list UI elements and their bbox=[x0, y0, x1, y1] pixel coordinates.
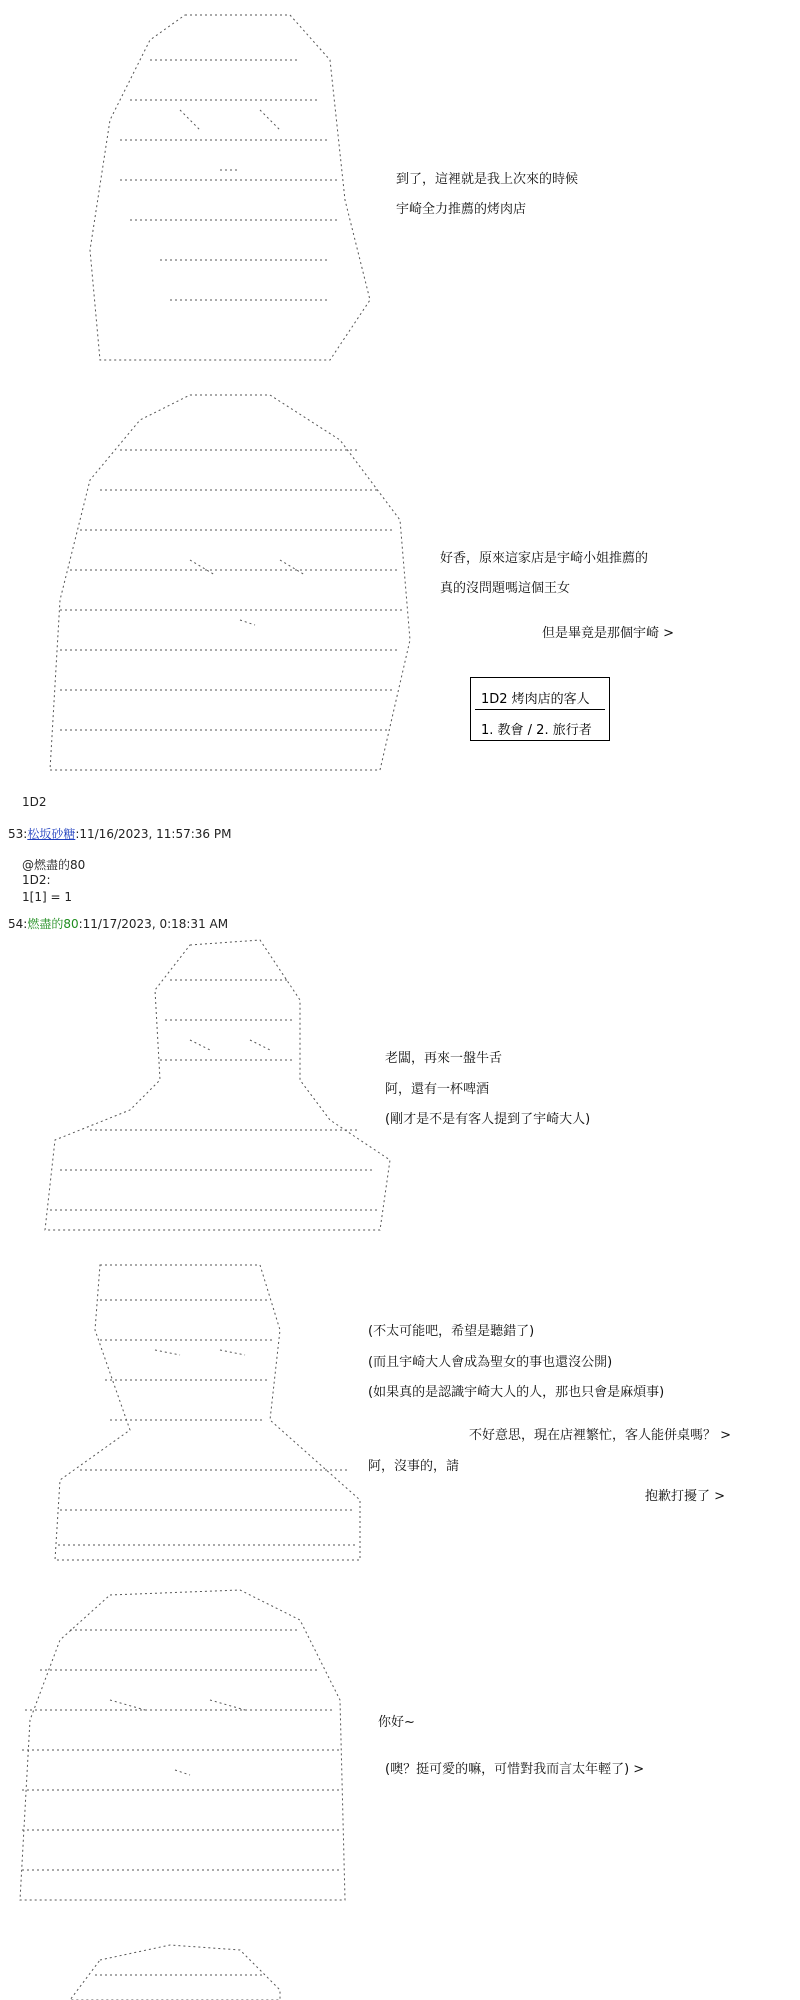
choice-title: 1D2 烤肉店的客人 bbox=[481, 692, 590, 707]
ascii-art-character bbox=[50, 395, 410, 770]
post-body-line: 1[1] = 1 bbox=[22, 890, 72, 904]
ascii-art-character bbox=[70, 1945, 280, 2000]
author-number: 80 bbox=[63, 917, 79, 931]
post-timestamp: :11/17/2023, 0:18:31 AM bbox=[78, 917, 229, 931]
post-header bbox=[8, 825, 231, 842]
dialog-line: 但是畢竟是那個宇崎 > bbox=[542, 626, 675, 641]
dialog-line: (不太可能吧，希望是聽錯了) bbox=[368, 1324, 535, 1339]
choice-divider bbox=[475, 709, 605, 710]
roll-label: 1D2 bbox=[22, 795, 47, 809]
dialog-line: 到了，這裡就是我上次來的時候 bbox=[396, 172, 579, 187]
dialog-line: 你好~ bbox=[378, 1715, 415, 1730]
dialog-line: 阿，還有一杯啤酒 bbox=[385, 1082, 490, 1097]
author-link[interactable]: 松坂砂糖 bbox=[27, 827, 76, 841]
ascii-art-character bbox=[45, 940, 390, 1230]
dialog-line: 宇崎全力推薦的烤肉店 bbox=[396, 202, 527, 217]
dialog-line: (而且宇崎大人會成為聖女的事也還沒公開) bbox=[368, 1355, 613, 1370]
post-header bbox=[8, 915, 228, 932]
dialog-line: (噢？挺可愛的嘛，可惜對我而言太年輕了) > bbox=[385, 1762, 645, 1777]
dialog-line: 老闆，再來一盤牛舌 bbox=[385, 1051, 503, 1066]
dialog-line: 不好意思，現在店裡繁忙，客人能併桌嗎？ > bbox=[469, 1428, 732, 1443]
post-body-line: @燃盡的80 bbox=[22, 858, 86, 872]
post-number: 54: bbox=[8, 917, 28, 931]
ascii-art-character bbox=[55, 1265, 360, 1560]
dialog-line: (剛才是不是有客人提到了宇崎大人) bbox=[385, 1112, 591, 1127]
author-name: 燃盡的 bbox=[27, 917, 64, 931]
post-body-line: 1D2: bbox=[22, 873, 51, 887]
dialog-line: 阿，沒事的，請 bbox=[368, 1459, 460, 1474]
ascii-art-character bbox=[90, 15, 370, 360]
dialog-line: 好香，原來這家店是宇崎小姐推薦的 bbox=[440, 551, 649, 566]
dialog-line: 抱歉打擾了 > bbox=[645, 1489, 726, 1504]
dice-choice-box bbox=[470, 677, 610, 741]
post-number: 53: bbox=[8, 827, 28, 841]
post-timestamp: :11/16/2023, 11:57:36 PM bbox=[75, 827, 232, 841]
dialog-line: 真的沒問題嗎這個王女 bbox=[440, 581, 571, 596]
choice-options: 1. 教會 / 2. 旅行者 bbox=[481, 723, 592, 738]
dialog-line: (如果真的是認識宇崎大人的人，那也只會是麻煩事) bbox=[368, 1385, 665, 1400]
ascii-art-character bbox=[20, 1590, 345, 1900]
